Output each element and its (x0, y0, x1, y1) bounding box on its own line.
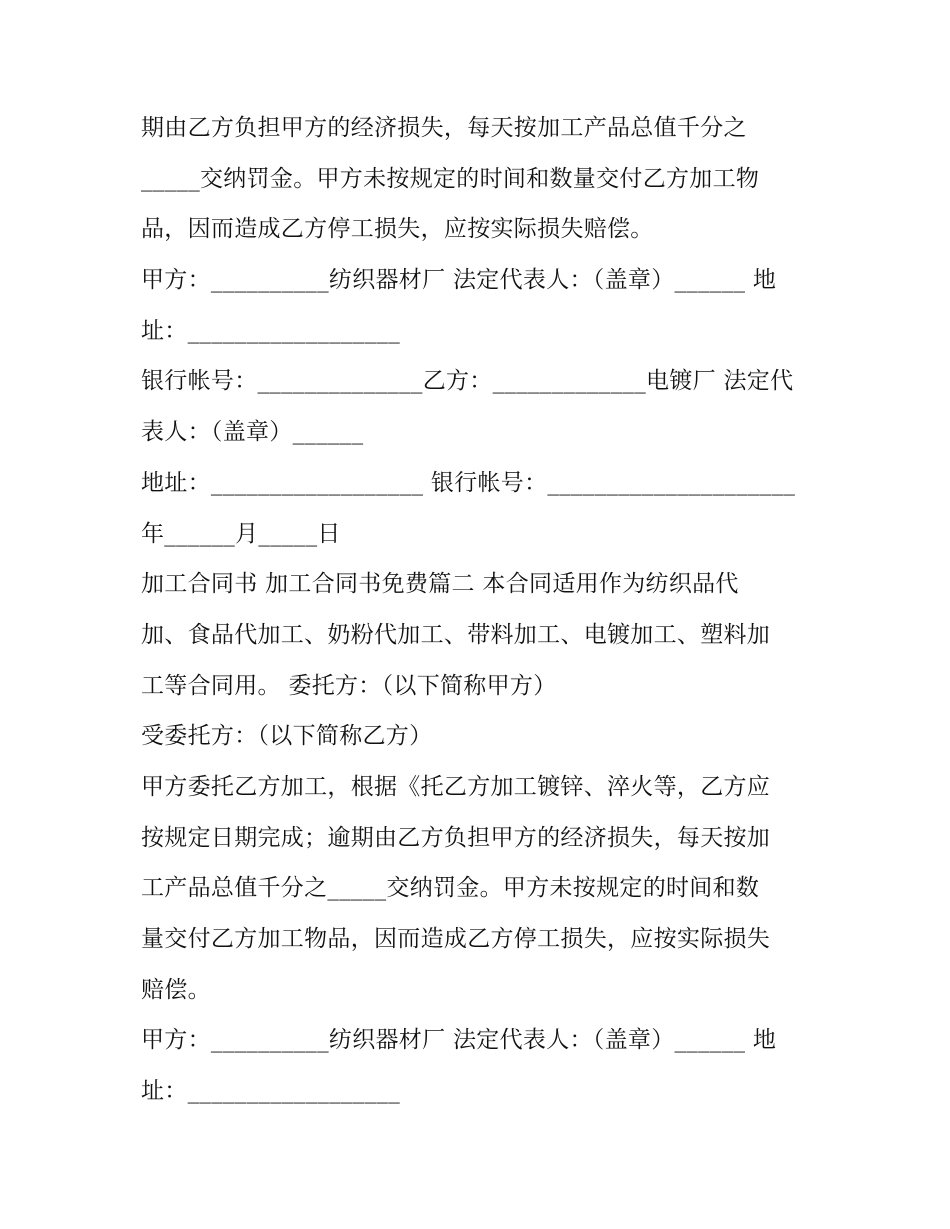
text-line: _____交纳罚金。甲方未按规定的时间和数量交付乙方加工物 (141, 165, 760, 192)
text-line: 按规定日期完成；逾期由乙方负担甲方的经济损失，每天按加 (141, 824, 771, 851)
text-line: 量交付乙方加工物品，因而造成乙方停工损失，应按实际损失 (141, 926, 771, 952)
text-line: 加、食品代加工、奶粉代加工、带料加工、电镀加工、塑料加 (141, 621, 771, 648)
text-line: 银行帐号：______________乙方：_____________电镀厂 法定代 (141, 368, 794, 395)
text-line: 加工合同书 加工合同书免费篇二 本合同适用作为纺织品代 (141, 571, 739, 598)
text-line: 受委托方：（以下简称乙方） (141, 723, 433, 750)
text-line: 工产品总值千分之_____交纳罚金。甲方未按规定的时间和数 (141, 875, 760, 902)
text-line: 工等合同用。 委托方：（以下简称甲方） (141, 672, 557, 699)
text-line: 赔偿。 (141, 976, 211, 1003)
text-line: 甲方：__________纺织器材厂 法定代表人：（盖章）______ 地 (141, 267, 777, 294)
text-line: 地址：__________________ 银行帐号：_____________________ (141, 469, 796, 496)
text-line: 甲方委托乙方加工，根据《托乙方加工镀锌、淬火等，乙方应 (141, 773, 771, 800)
text-line: 址：__________________ (141, 317, 400, 344)
text-line: 甲方：__________纺织器材厂 法定代表人：（盖章）______ 地 (141, 1027, 777, 1054)
document-page (141, 103, 821, 1117)
text-line: 年______月_____日 (141, 520, 341, 547)
text-line: 址：__________________ (141, 1078, 400, 1105)
text-line: 表人：（盖章）______ (141, 419, 364, 446)
text-line: 品，因而造成乙方停工损失，应按实际损失赔偿。 (141, 216, 654, 243)
text-line: 期由乙方负担甲方的经济损失，每天按加工产品总值千分之 (141, 115, 747, 141)
